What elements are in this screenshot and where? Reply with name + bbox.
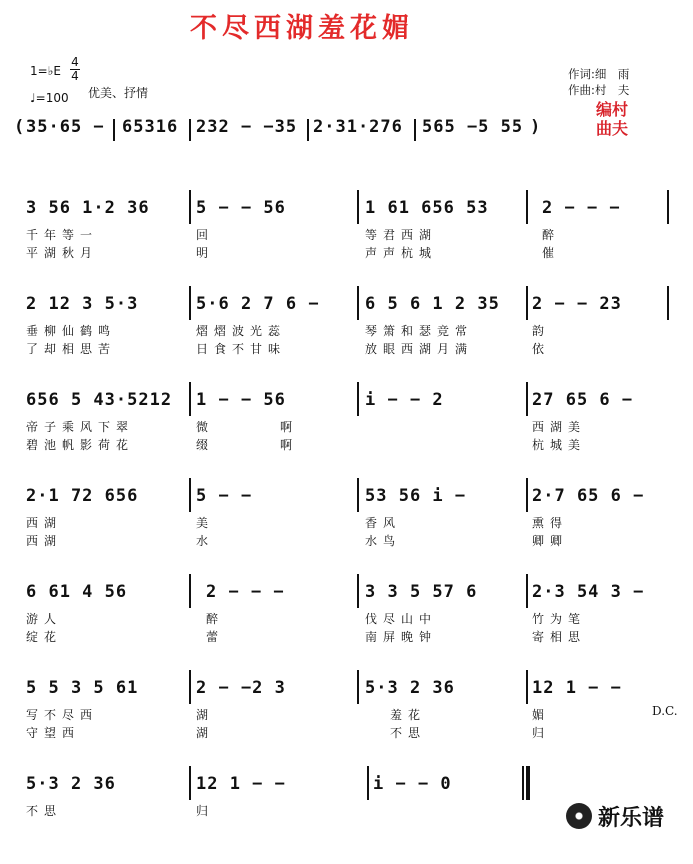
lyric-verse-1: 媚 [532,708,551,722]
barline [189,190,191,224]
lyric-verse-2: 守望西 [26,726,81,740]
final-barline-thin [522,766,524,800]
measure: 2 − − − [206,582,285,602]
lyric-verse-1: 竹为笔 [532,612,587,626]
key-prefix: 1= [30,64,48,78]
measure: 27 65 6 − [532,390,634,410]
intro-bracket-open: ( [14,117,26,137]
measure: 2 − − 23 [532,294,622,314]
lyric-verse-2: 西湖 [26,534,63,548]
intro-measure: 565 −5 55 [422,117,524,137]
intro-measure: 232 − −35 [196,117,298,137]
barline [113,119,115,141]
lyric-verse-2: 缀 [196,438,215,452]
lyric-verse-2: 水鸟 [365,534,402,548]
lyric-verse-1: 帝子乘风下翠 [26,420,135,434]
lyric-verse-2: 明 [196,246,215,260]
barline [526,670,528,704]
barline [357,670,359,704]
score-row-2 [0,294,693,384]
barline [189,286,191,320]
intro-bracket-close: ) [530,117,542,137]
key-name: E [53,64,61,78]
time-numerator: 4 [71,55,79,69]
lyric-verse-2: 湖 [196,726,215,740]
lyric-verse-1: 湖 [196,708,215,722]
time-denominator: 4 [71,69,79,83]
intro-line [0,117,693,147]
time-signature [70,56,80,83]
barline [357,382,359,416]
lyric-verse-1: 微 [196,420,215,434]
intro-measure: 35·65 − [26,117,105,137]
lyric-verse-1: 游人 [26,612,63,626]
measure: 53 56 i − [365,486,467,506]
measure: 3 3 5 57 6 [365,582,478,602]
lyric-verse-1: 写不尽西 [26,708,99,722]
record-disc-icon [566,803,592,829]
barline [189,574,191,608]
flat-icon: ♭ [47,64,54,78]
lyric-verse-2: 绽花 [26,630,63,644]
intro-measure: 2·31·276 [313,117,403,137]
barline [526,286,528,320]
final-barline-thick [526,766,530,800]
score-row-6 [0,678,693,768]
da-capo-mark: D.C. [652,704,678,718]
lyric-verse-2: 南屏晚钟 [365,630,438,644]
measure: 6 5 6 1 2 35 [365,294,500,314]
lyric-verse-1: 西湖美 [532,420,587,434]
lyric-verse-2: 声声杭城 [365,246,438,260]
score-row-5 [0,582,693,672]
barline [189,119,191,141]
score-row-4 [0,486,693,576]
composer-seal: 编村 曲夫 [595,100,628,138]
lyric-verse-2: 不思 [390,726,427,740]
measure: 2·7 65 6 − [532,486,645,506]
measure: 2 12 3 5·3 [26,294,139,314]
barline [189,382,191,416]
expression-mark: 优美、抒情 [88,86,149,100]
lyric-verse-2: 卿卿 [532,534,569,548]
measure: 6 61 4 56 [26,582,128,602]
site-watermark: 新乐谱 [598,806,665,831]
key-signature [30,64,61,78]
barline [357,190,359,224]
barline [307,119,309,141]
lyric-verse-2: 寄相思 [532,630,587,644]
lyric-verse-2: 蕾 [206,630,225,644]
song-title: 不尽西湖羞花媚 [190,13,414,44]
barline [414,119,416,141]
lyric-verse-1: 归 [196,804,215,818]
measure: 1 − − 56 [196,390,286,410]
lyric-verse-1: 羞花 [390,708,427,722]
lyric-verse-1: 等君西湖 [365,228,438,242]
barline [189,670,191,704]
barline [357,574,359,608]
measure: 5·3 2 36 [26,774,116,794]
barline [367,766,369,800]
barline [357,286,359,320]
lyric-verse-1: 千年等一 [26,228,99,242]
lyric-verse-1: 韵 [532,324,551,338]
measure: 12 1 − − [532,678,622,698]
measure: 5 5 3 5 61 [26,678,139,698]
measure: i − − 2 [365,390,444,410]
lyricist: 作词:细 雨 [568,67,630,81]
lyric-verse-1: 啊 [280,420,299,434]
score-row-1 [0,198,693,288]
barline [526,478,528,512]
measure: 2·1 72 656 [26,486,139,506]
lyric-verse-1: 不思 [26,804,63,818]
lyric-verse-2: 日食不甘味 [196,342,287,356]
lyric-verse-2: 啊 [280,438,299,452]
measure: 656 5 43·5212 [26,390,173,410]
tempo [30,91,69,105]
lyric-verse-1: 熠熠波光蕊 [196,324,287,338]
composer: 作曲:村 夫 [568,83,630,97]
lyric-verse-1: 伐尽山中 [365,612,438,626]
barline [667,190,669,224]
credits [568,66,629,98]
barline [526,382,528,416]
measure: 2·3 54 3 − [532,582,645,602]
lyric-verse-2: 依 [532,342,551,356]
lyric-verse-2: 杭城美 [532,438,587,452]
barline [189,766,191,800]
measure: 12 1 − − [196,774,286,794]
lyric-verse-1: 醉 [206,612,225,626]
measure: 5 − − 56 [196,198,286,218]
measure: i − − 0 [373,774,452,794]
barline [357,478,359,512]
lyric-verse-2: 水 [196,534,215,548]
lyric-verse-1: 琴箫和瑟竞常 [365,324,474,338]
tempo-value: =100 [35,91,69,105]
barline [526,574,528,608]
lyric-verse-1: 回 [196,228,215,242]
lyric-verse-1: 西湖 [26,516,63,530]
lyric-verse-2: 碧池帆影荷花 [26,438,135,452]
measure: 5·3 2 36 [365,678,455,698]
lyric-verse-1: 香风 [365,516,402,530]
measure: 5 − − [196,486,253,506]
measure: 3 56 1·2 36 [26,198,150,218]
score-row-3 [0,390,693,480]
measure: 2 − −2 3 [196,678,286,698]
lyric-verse-1: 熏得 [532,516,569,530]
barline [526,190,528,224]
barline [667,286,669,320]
measure: 2 − − − [542,198,621,218]
lyric-verse-1: 垂柳仙鹤鸣 [26,324,117,338]
quarter-note-icon: ♩ [30,91,36,105]
intro-measure: 65316 [122,117,179,137]
measure: 5·6 2 7 6 − [196,294,320,314]
measure: 1 61 656 53 [365,198,489,218]
lyric-verse-2: 催 [542,246,561,260]
barline [189,478,191,512]
lyric-verse-2: 归 [532,726,551,740]
lyric-verse-1: 醉 [542,228,561,242]
lyric-verse-2: 平湖秋月 [26,246,99,260]
lyric-verse-2: 了却相思苦 [26,342,117,356]
lyric-verse-1: 美 [196,516,215,530]
lyric-verse-2: 放眼西湖月满 [365,342,474,356]
